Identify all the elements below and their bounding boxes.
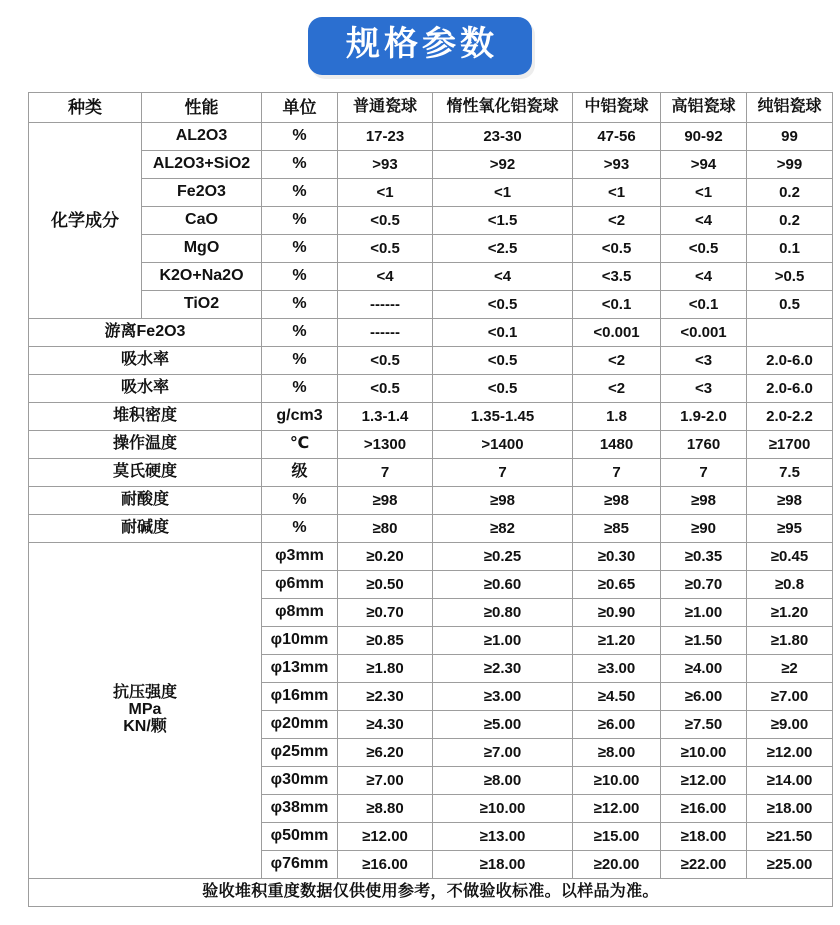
table-row (29, 263, 833, 291)
ball-diameter: φ50mm (262, 823, 338, 851)
value-ordinary: ≥0.50 (338, 571, 433, 599)
value-pure: ≥12.00 (747, 739, 833, 767)
value-medium: ≥98 (573, 487, 661, 515)
value-inert: ≥3.00 (433, 683, 573, 711)
value-pure: 0.1 (747, 235, 833, 263)
value-high: 1.9-2.0 (661, 403, 747, 431)
value-high: <0.001 (661, 319, 747, 347)
value-medium: <2 (573, 375, 661, 403)
value-medium: 1480 (573, 431, 661, 459)
table-body (29, 123, 833, 907)
value-inert: ≥18.00 (433, 851, 573, 879)
ball-diameter: φ25mm (262, 739, 338, 767)
value-inert: ≥0.80 (433, 599, 573, 627)
value-high: ≥10.00 (661, 739, 747, 767)
ball-diameter: φ13mm (262, 655, 338, 683)
value-pure: 0.5 (747, 291, 833, 319)
header-unit: 单位 (262, 93, 338, 123)
value-high: ≥0.35 (661, 543, 747, 571)
header-medium-alumina-ceramic-ball: 中铝瓷球 (573, 93, 661, 123)
value-high: <0.5 (661, 235, 747, 263)
table-row (29, 347, 833, 375)
table-row (29, 151, 833, 179)
value-high: ≥16.00 (661, 795, 747, 823)
value-high: ≥1.50 (661, 627, 747, 655)
value-pure: ≥7.00 (747, 683, 833, 711)
value-medium: ≥12.00 (573, 795, 661, 823)
property-name: AL2O3+SiO2 (142, 151, 262, 179)
value-high: <3 (661, 347, 747, 375)
value-inert: >1400 (433, 431, 573, 459)
value-inert: ≥8.00 (433, 767, 573, 795)
value-pure: 2.0-6.0 (747, 347, 833, 375)
value-medium: <0.001 (573, 319, 661, 347)
value-inert: ≥10.00 (433, 795, 573, 823)
header-row (29, 93, 833, 123)
header-pure-alumina-ceramic-ball: 纯铝瓷球 (747, 93, 833, 123)
value-high: 7 (661, 459, 747, 487)
value-pure: 2.0-2.2 (747, 403, 833, 431)
value-inert: ≥82 (433, 515, 573, 543)
value-inert: ≥98 (433, 487, 573, 515)
table-row (29, 543, 833, 571)
value-medium: ≥1.20 (573, 627, 661, 655)
table-row (29, 179, 833, 207)
value-pure (747, 319, 833, 347)
value-high: 1760 (661, 431, 747, 459)
value-inert: <0.5 (433, 347, 573, 375)
value-ordinary: ≥6.20 (338, 739, 433, 767)
table-row (29, 431, 833, 459)
value-ordinary: <0.5 (338, 207, 433, 235)
value-high: ≥90 (661, 515, 747, 543)
value-ordinary: ≥0.20 (338, 543, 433, 571)
value-medium: ≥8.00 (573, 739, 661, 767)
table-row (29, 375, 833, 403)
property-unit: % (262, 375, 338, 403)
value-pure: ≥14.00 (747, 767, 833, 795)
value-medium: >93 (573, 151, 661, 179)
property-name: TiO2 (142, 291, 262, 319)
value-high: ≥22.00 (661, 851, 747, 879)
header-ordinary-ceramic-ball: 普通瓷球 (338, 93, 433, 123)
value-inert: ≥0.60 (433, 571, 573, 599)
value-pure: 99 (747, 123, 833, 151)
value-high: ≥0.70 (661, 571, 747, 599)
property-name: CaO (142, 207, 262, 235)
value-pure: 2.0-6.0 (747, 375, 833, 403)
table-footer-row (29, 879, 833, 907)
value-inert: <0.1 (433, 319, 573, 347)
value-pure: ≥1.80 (747, 627, 833, 655)
page-title-banner (0, 0, 840, 92)
value-high: ≥98 (661, 487, 747, 515)
value-ordinary: ≥4.30 (338, 711, 433, 739)
table-row (29, 291, 833, 319)
value-pure: 0.2 (747, 179, 833, 207)
property-unit: % (262, 347, 338, 375)
header-kind: 种类 (29, 93, 142, 123)
value-medium: ≥20.00 (573, 851, 661, 879)
table-row (29, 403, 833, 431)
value-medium: ≥4.50 (573, 683, 661, 711)
value-medium: 7 (573, 459, 661, 487)
value-inert: ≥2.30 (433, 655, 573, 683)
group-label-compressive-strength (29, 543, 262, 879)
ball-diameter: φ20mm (262, 711, 338, 739)
value-medium: <0.1 (573, 291, 661, 319)
value-inert: ≥7.00 (433, 739, 573, 767)
header-inert-alumina-ceramic-ball: 惰性氧化铝瓷球 (433, 93, 573, 123)
value-pure: ≥9.00 (747, 711, 833, 739)
property-unit: % (262, 123, 338, 151)
value-ordinary: <0.5 (338, 347, 433, 375)
property-name: 游离Fe2O3 (29, 319, 262, 347)
ball-diameter: φ38mm (262, 795, 338, 823)
value-inert: 7 (433, 459, 573, 487)
value-inert: <1.5 (433, 207, 573, 235)
value-inert: <1 (433, 179, 573, 207)
value-high: <4 (661, 263, 747, 291)
value-pure: >0.5 (747, 263, 833, 291)
value-medium: ≥85 (573, 515, 661, 543)
value-high: <3 (661, 375, 747, 403)
value-ordinary: <0.5 (338, 375, 433, 403)
value-pure: ≥2 (747, 655, 833, 683)
value-ordinary: ≥7.00 (338, 767, 433, 795)
value-ordinary: ≥98 (338, 487, 433, 515)
value-inert: ≥1.00 (433, 627, 573, 655)
value-pure: ≥25.00 (747, 851, 833, 879)
property-name: 耐碱度 (29, 515, 262, 543)
value-ordinary: ≥0.85 (338, 627, 433, 655)
group-label-chemical: 化学成分 (29, 123, 142, 319)
property-name: 耐酸度 (29, 487, 262, 515)
value-medium: ≥0.90 (573, 599, 661, 627)
property-unit: % (262, 319, 338, 347)
specification-table (28, 92, 833, 907)
table-row (29, 207, 833, 235)
property-unit: % (262, 515, 338, 543)
property-name: 吸水率 (29, 347, 262, 375)
value-pure: ≥98 (747, 487, 833, 515)
value-pure: ≥21.50 (747, 823, 833, 851)
property-name: 吸水率 (29, 375, 262, 403)
footer-note: 验收堆积重度数据仅供使用参考，不做验收标准。以样品为准。 (29, 879, 833, 907)
value-pure: 0.2 (747, 207, 833, 235)
value-high: 90-92 (661, 123, 747, 151)
value-high: <4 (661, 207, 747, 235)
value-pure: 7.5 (747, 459, 833, 487)
ball-diameter: φ10mm (262, 627, 338, 655)
value-high: <0.1 (661, 291, 747, 319)
value-ordinary: 7 (338, 459, 433, 487)
header-property: 性能 (142, 93, 262, 123)
value-medium: ≥0.65 (573, 571, 661, 599)
strength-label-line2: MPa (128, 701, 162, 719)
value-high: ≥12.00 (661, 767, 747, 795)
ball-diameter: φ3mm (262, 543, 338, 571)
value-medium: 1.8 (573, 403, 661, 431)
value-medium: <2 (573, 347, 661, 375)
table-row (29, 515, 833, 543)
value-inert: >92 (433, 151, 573, 179)
ball-diameter: φ16mm (262, 683, 338, 711)
value-medium: ≥15.00 (573, 823, 661, 851)
property-name: Fe2O3 (142, 179, 262, 207)
property-name: 堆积密度 (29, 403, 262, 431)
strength-label-line3: KN/颗 (123, 717, 167, 735)
property-unit: % (262, 179, 338, 207)
property-unit: % (262, 487, 338, 515)
ball-diameter: φ8mm (262, 599, 338, 627)
property-unit: 级 (262, 459, 338, 487)
value-high: <1 (661, 179, 747, 207)
value-high: >94 (661, 151, 747, 179)
value-inert: ≥0.25 (433, 543, 573, 571)
value-ordinary: ------ (338, 291, 433, 319)
value-medium: <0.5 (573, 235, 661, 263)
value-ordinary: ≥80 (338, 515, 433, 543)
value-inert: <4 (433, 263, 573, 291)
value-pure: ≥1.20 (747, 599, 833, 627)
value-pure: ≥1700 (747, 431, 833, 459)
value-inert: ≥5.00 (433, 711, 573, 739)
property-unit: % (262, 151, 338, 179)
value-ordinary: <1 (338, 179, 433, 207)
value-high: ≥6.00 (661, 683, 747, 711)
table-row (29, 319, 833, 347)
value-pure: ≥95 (747, 515, 833, 543)
value-high: ≥4.00 (661, 655, 747, 683)
ball-diameter: φ6mm (262, 571, 338, 599)
value-medium: ≥0.30 (573, 543, 661, 571)
value-inert: <0.5 (433, 291, 573, 319)
property-name: MgO (142, 235, 262, 263)
value-ordinary: 17-23 (338, 123, 433, 151)
property-name: 操作温度 (29, 431, 262, 459)
table-row (29, 487, 833, 515)
value-inert: 1.35-1.45 (433, 403, 573, 431)
table-row (29, 235, 833, 263)
table-header (29, 93, 833, 123)
value-medium: ≥10.00 (573, 767, 661, 795)
value-pure: >99 (747, 151, 833, 179)
value-pure: ≥0.8 (747, 571, 833, 599)
property-name: K2O+Na2O (142, 263, 262, 291)
value-ordinary: ------ (338, 319, 433, 347)
value-ordinary: ≥8.80 (338, 795, 433, 823)
value-ordinary: ≥16.00 (338, 851, 433, 879)
value-ordinary: <0.5 (338, 235, 433, 263)
property-unit: % (262, 291, 338, 319)
ball-diameter: φ30mm (262, 767, 338, 795)
value-medium: ≥6.00 (573, 711, 661, 739)
spec-table-container (0, 92, 840, 907)
value-ordinary: <4 (338, 263, 433, 291)
value-inert: ≥13.00 (433, 823, 573, 851)
table-row (29, 123, 833, 151)
strength-label-line1: 抗压强度 (112, 684, 177, 702)
value-high: ≥1.00 (661, 599, 747, 627)
value-medium: <2 (573, 207, 661, 235)
value-ordinary: ≥12.00 (338, 823, 433, 851)
value-ordinary: 1.3-1.4 (338, 403, 433, 431)
property-unit: ℃ (262, 431, 338, 459)
value-ordinary: ≥0.70 (338, 599, 433, 627)
property-name: AL2O3 (142, 123, 262, 151)
value-high: ≥7.50 (661, 711, 747, 739)
value-medium: <1 (573, 179, 661, 207)
value-ordinary: ≥1.80 (338, 655, 433, 683)
value-medium: <3.5 (573, 263, 661, 291)
value-ordinary: ≥2.30 (338, 683, 433, 711)
property-unit: % (262, 263, 338, 291)
value-pure: ≥18.00 (747, 795, 833, 823)
property-name: 莫氏硬度 (29, 459, 262, 487)
page-title: 规格参数 (308, 17, 532, 75)
value-inert: 23-30 (433, 123, 573, 151)
table-row (29, 459, 833, 487)
value-high: ≥18.00 (661, 823, 747, 851)
ball-diameter: φ76mm (262, 851, 338, 879)
value-ordinary: >1300 (338, 431, 433, 459)
value-inert: <0.5 (433, 375, 573, 403)
header-high-alumina-ceramic-ball: 高铝瓷球 (661, 93, 747, 123)
value-pure: ≥0.45 (747, 543, 833, 571)
value-inert: <2.5 (433, 235, 573, 263)
value-medium: ≥3.00 (573, 655, 661, 683)
property-unit: % (262, 207, 338, 235)
value-medium: 47-56 (573, 123, 661, 151)
value-ordinary: >93 (338, 151, 433, 179)
property-unit: g/cm3 (262, 403, 338, 431)
property-unit: % (262, 235, 338, 263)
